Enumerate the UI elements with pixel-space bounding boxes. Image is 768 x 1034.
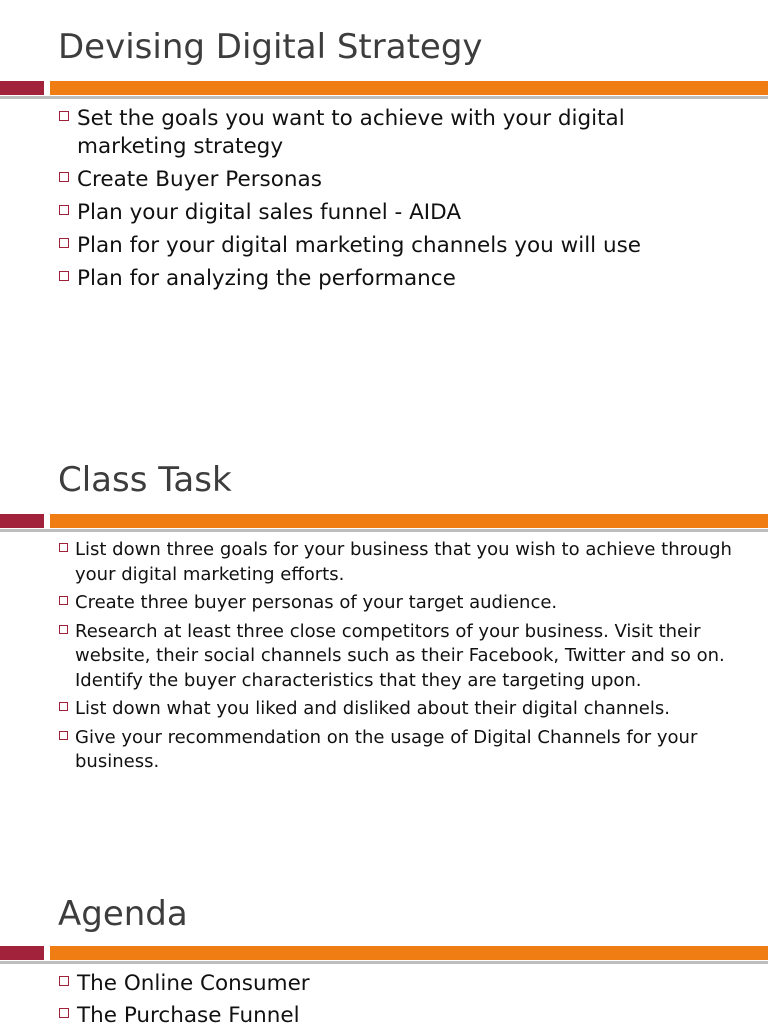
bullet-text: Give your recommendation on the usage of Digital Channels for your business.	[75, 726, 698, 772]
slide-title: Agenda	[58, 894, 188, 934]
list-item	[75, 697, 735, 722]
slide-title: Devising Digital Strategy	[58, 27, 483, 67]
list-item	[75, 538, 735, 587]
bullet-text: Set the goals you want to achieve with your digital marketing strategy	[77, 106, 625, 159]
accent-bar-orange	[50, 514, 768, 528]
list-item	[75, 591, 735, 616]
accent-bar-orange	[50, 81, 768, 95]
square-bullet-icon	[59, 976, 69, 986]
list-item	[77, 105, 727, 161]
accent-bar-red	[0, 514, 44, 528]
square-bullet-icon	[59, 625, 68, 634]
bullet-text: The Purchase Funnel	[77, 1003, 300, 1028]
slide-title: Class Task	[58, 460, 232, 500]
list-item	[75, 620, 735, 694]
list-item	[75, 726, 735, 775]
bullet-text: List down three goals for your business that you wish to achieve through your digital marketing efforts.	[75, 539, 732, 585]
list-item	[77, 166, 727, 194]
bullet-text: Create three buyer personas of your target audience.	[75, 592, 558, 613]
list-item	[77, 232, 727, 260]
divider-line	[0, 961, 768, 964]
divider-line	[0, 529, 768, 532]
bullet-text: Create Buyer Personas	[77, 167, 322, 192]
square-bullet-icon	[59, 238, 69, 248]
bullet-text: Plan your digital sales funnel - AIDA	[77, 200, 462, 225]
list-item	[77, 265, 727, 293]
bullet-text: List down what you liked and disliked about their digital channels.	[75, 698, 670, 719]
divider-line	[0, 96, 768, 99]
square-bullet-icon	[59, 543, 68, 552]
square-bullet-icon	[59, 205, 69, 215]
accent-bar-orange	[50, 946, 768, 960]
square-bullet-icon	[59, 172, 69, 182]
list-item	[77, 199, 727, 227]
bullet-list	[75, 538, 735, 779]
square-bullet-icon	[59, 271, 69, 281]
list-item	[77, 970, 727, 998]
square-bullet-icon	[59, 111, 69, 121]
square-bullet-icon	[59, 731, 68, 740]
square-bullet-icon	[59, 596, 68, 605]
square-bullet-icon	[59, 1008, 69, 1018]
accent-bar-red	[0, 81, 44, 95]
bullet-text: Research at least three close competitors of your business. Visit their website, their social channels such as their Facebook, Twitter and so on. Identify the buyer characteristics that they are targeting upon.	[75, 620, 725, 691]
square-bullet-icon	[59, 702, 68, 711]
list-item	[77, 1002, 727, 1030]
accent-bar-red	[0, 946, 44, 960]
bullet-list	[77, 105, 727, 298]
bullet-list	[77, 970, 727, 1034]
bullet-text: The Online Consumer	[77, 971, 310, 996]
bullet-text: Plan for analyzing the performance	[77, 266, 456, 291]
bullet-text: Plan for your digital marketing channels you will use	[77, 233, 642, 258]
